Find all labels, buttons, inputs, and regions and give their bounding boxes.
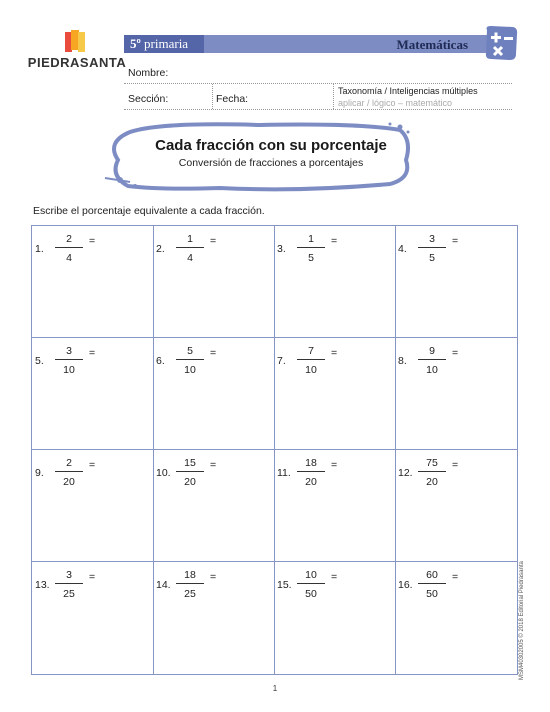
- problem: [398, 233, 458, 264]
- problem-number: 4.: [398, 242, 407, 255]
- problem-number: 11.: [277, 466, 291, 479]
- problem: [277, 569, 337, 600]
- worksheet-title: Cada fracción con su porcentaje: [155, 137, 387, 154]
- equals-sign: =: [331, 234, 338, 247]
- problem-number: 14.: [156, 578, 171, 591]
- fraction: [55, 345, 83, 376]
- problem-cell[interactable]: [394, 225, 515, 337]
- fraction: [418, 457, 446, 488]
- grade-word: primaria: [144, 36, 189, 51]
- problem-number: 7.: [277, 354, 286, 367]
- problem: [156, 233, 216, 264]
- fraction-numerator: 7: [297, 345, 325, 360]
- problem: [277, 345, 337, 376]
- fraction-denominator: 20: [426, 476, 438, 488]
- problem: [398, 457, 458, 488]
- problem-number: 15.: [277, 578, 292, 591]
- form-divider: [212, 84, 213, 109]
- fraction: [297, 457, 325, 488]
- fraction-numerator: 60: [418, 569, 446, 584]
- instruction-text: Escribe el porcentaje equivalente a cada fracción.: [33, 205, 265, 217]
- copyright-note: [519, 540, 531, 680]
- problem-cell[interactable]: [273, 225, 394, 337]
- copyright-text: MSM40302005 © 2018 Editorial Piedrasanta: [519, 561, 525, 680]
- fraction: [55, 457, 83, 488]
- fraction-denominator: 4: [66, 252, 72, 264]
- taxonomy-label: Taxonomía / Inteligencias múltiples: [338, 86, 478, 96]
- problem-cell[interactable]: [31, 561, 152, 673]
- date-label: Fecha:: [216, 93, 249, 105]
- problem-cell[interactable]: [31, 449, 152, 561]
- problem: [156, 345, 216, 376]
- equals-sign: =: [331, 458, 338, 471]
- equals-sign: =: [331, 346, 338, 359]
- fraction-denominator: 5: [308, 252, 314, 264]
- fraction: [176, 345, 204, 376]
- worksheet-subtitle: Conversión de fracciones a porcentajes: [178, 157, 364, 169]
- fraction-denominator: 10: [184, 364, 196, 376]
- equals-sign: =: [89, 458, 96, 471]
- problem-number: 2.: [156, 242, 165, 255]
- equals-sign: =: [210, 234, 217, 247]
- problem-number: 1.: [35, 242, 44, 255]
- problem-cell[interactable]: [273, 449, 394, 561]
- problem-cell[interactable]: [273, 337, 394, 449]
- math-operations-icon: [483, 24, 519, 62]
- fraction-denominator: 5: [429, 252, 435, 264]
- problem: [398, 569, 458, 600]
- equals-sign: =: [89, 570, 96, 583]
- problem: [156, 457, 216, 488]
- equals-sign: =: [452, 570, 459, 583]
- fraction-numerator: 3: [55, 345, 83, 360]
- equals-sign: =: [210, 346, 217, 359]
- fraction-numerator: 1: [176, 233, 204, 248]
- fraction-denominator: 50: [305, 588, 317, 600]
- fraction-denominator: 25: [63, 588, 75, 600]
- fraction-denominator: 10: [426, 364, 438, 376]
- equals-sign: =: [452, 234, 459, 247]
- fraction: [418, 345, 446, 376]
- fraction-denominator: 4: [187, 252, 193, 264]
- fraction-numerator: 18: [176, 569, 204, 584]
- problem-cell[interactable]: [394, 561, 515, 673]
- problem-number: 9.: [35, 466, 44, 479]
- equals-sign: =: [89, 234, 96, 247]
- fraction: [418, 569, 446, 600]
- fraction-numerator: 2: [55, 457, 83, 472]
- fraction-numerator: 9: [418, 345, 446, 360]
- problem-cell[interactable]: [273, 561, 394, 673]
- grade-number: 5º: [130, 36, 141, 51]
- fraction-numerator: 2: [55, 233, 83, 248]
- fraction-numerator: 5: [176, 345, 204, 360]
- fraction: [418, 233, 446, 264]
- fraction-numerator: 1: [297, 233, 325, 248]
- problem-cell[interactable]: [394, 449, 515, 561]
- fraction-denominator: 10: [305, 364, 317, 376]
- problem-cell[interactable]: [31, 337, 152, 449]
- fraction: [297, 569, 325, 600]
- equals-sign: =: [210, 458, 217, 471]
- problem-number: 12.: [398, 466, 413, 479]
- fraction-denominator: 20: [305, 476, 317, 488]
- problem-number: 6.: [156, 354, 165, 367]
- problem-number: 13.: [35, 578, 50, 591]
- problem: [398, 345, 458, 376]
- problem: [35, 457, 95, 488]
- fraction-numerator: 18: [297, 457, 325, 472]
- equals-sign: =: [210, 570, 217, 583]
- problem-cell[interactable]: [152, 225, 273, 337]
- fraction: [297, 233, 325, 264]
- form-divider: [333, 84, 334, 109]
- fraction-denominator: 50: [426, 588, 438, 600]
- fraction: [176, 457, 204, 488]
- problem-number: 10.: [156, 466, 171, 479]
- problem: [35, 233, 95, 264]
- fraction-denominator: 20: [63, 476, 75, 488]
- brand-name: PIEDRASANTA: [27, 55, 127, 70]
- equals-sign: =: [331, 570, 338, 583]
- fraction: [176, 233, 204, 264]
- fraction: [297, 345, 325, 376]
- problem: [156, 569, 216, 600]
- name-line[interactable]: [124, 83, 512, 84]
- fraction: [55, 233, 83, 264]
- fraction-numerator: 3: [55, 569, 83, 584]
- page-number: 1: [272, 684, 278, 693]
- fraction: [176, 569, 204, 600]
- fraction-numerator: 15: [176, 457, 204, 472]
- section-line[interactable]: [124, 109, 512, 110]
- equals-sign: =: [89, 346, 96, 359]
- problem: [35, 569, 95, 600]
- fraction-numerator: 75: [418, 457, 446, 472]
- problem-cell[interactable]: [394, 337, 515, 449]
- name-label: Nombre:: [128, 67, 169, 79]
- problem: [277, 233, 337, 264]
- fraction-denominator: 10: [63, 364, 75, 376]
- section-label: Sección:: [128, 93, 169, 105]
- problem-number: 8.: [398, 354, 407, 367]
- equals-sign: =: [452, 346, 459, 359]
- problem: [277, 457, 337, 488]
- fraction-denominator: 20: [184, 476, 196, 488]
- problem-number: 5.: [35, 354, 44, 367]
- problem-number: 3.: [277, 242, 286, 255]
- fraction-denominator: 25: [184, 588, 196, 600]
- fraction: [55, 569, 83, 600]
- fraction-numerator: 3: [418, 233, 446, 248]
- subject-label: Matemáticas: [396, 37, 468, 52]
- grade-label: [124, 35, 204, 53]
- taxonomy-values: aplicar / lógico – matemático: [338, 98, 453, 108]
- problem-cell[interactable]: [152, 449, 273, 561]
- problem-cell[interactable]: [152, 561, 273, 673]
- problem: [35, 345, 95, 376]
- problem-cell[interactable]: [31, 225, 152, 337]
- equals-sign: =: [452, 458, 459, 471]
- problem-number: 16.: [398, 578, 413, 591]
- problem-cell[interactable]: [152, 337, 273, 449]
- fraction-numerator: 10: [297, 569, 325, 584]
